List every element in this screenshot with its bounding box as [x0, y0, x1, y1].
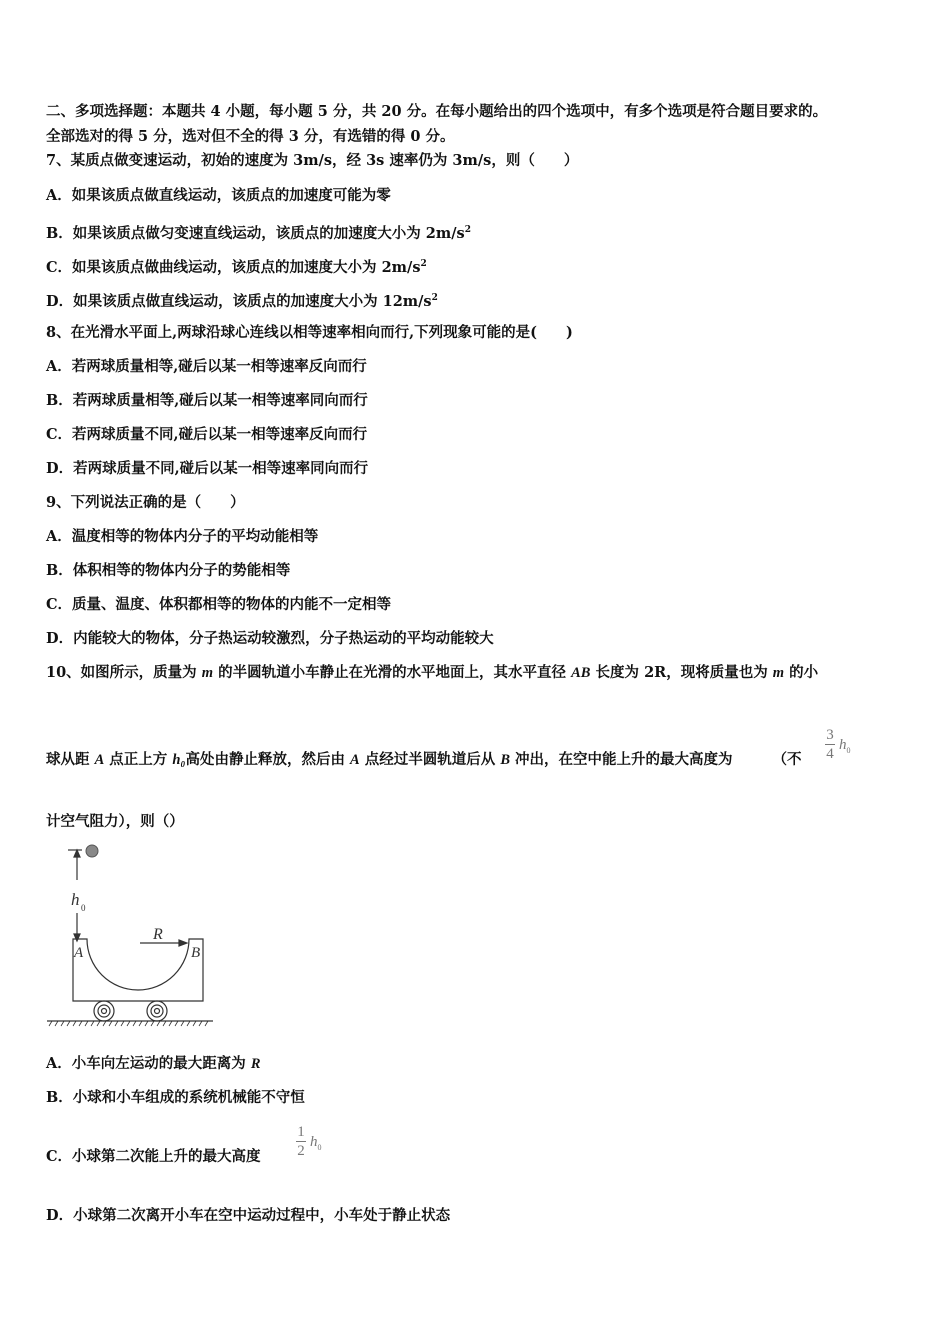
option-text: B．如果该质点做匀变速直线运动，该质点的加速度大小为 2m/s	[46, 224, 465, 242]
text: 10、如图所示，质量为	[46, 664, 202, 681]
option-text: D．如果该质点做直线运动，该质点的加速度大小为 12m/s	[46, 292, 432, 310]
q8-option-a: A．若两球质量相等,碰后以某一相等速率反向而行	[46, 358, 367, 375]
var-h0	[310, 1134, 322, 1156]
q7-option-d	[46, 288, 438, 312]
q10-option-d: D．小球第二次离开小车在空中运动过程中，小车处于静止状态	[46, 1207, 451, 1224]
text: 点经过半圆轨道后从	[359, 751, 501, 768]
q8-option-d: D．若两球质量不同,碰后以某一相等速率同向而行	[46, 460, 369, 477]
var-2r: 2R	[644, 664, 667, 681]
text: ，现将质量也为	[666, 664, 773, 681]
var-h0: h₀	[172, 752, 186, 768]
figure-lines	[47, 850, 213, 1026]
subscript: 0	[846, 746, 851, 755]
label-R: R	[153, 926, 163, 943]
numerator: 3	[826, 727, 834, 743]
fraction-three-quarters-h0	[825, 727, 851, 762]
label-h: h	[71, 890, 80, 909]
q10-stem-line2	[46, 750, 802, 770]
q10-option-b: B．小球和小车组成的系统机械能不守恒	[46, 1089, 305, 1106]
denominator: 2	[297, 1143, 305, 1159]
fraction-bar	[825, 744, 835, 745]
q9-option-d: D．内能较大的物体，分子热运动较激烈，分子热运动的平均动能较大	[46, 630, 494, 647]
text: 点正上方	[104, 751, 173, 768]
fraction-half-h0	[296, 1124, 322, 1159]
q9-option-a: A．温度相等的物体内分子的平均动能相等	[46, 528, 319, 545]
section-heading: 二、多项选择题：本题共 4 小题，每小题 5 分，共 20 分。在每小题给出的四个选项中，有多个选项是符合题目要求的。	[46, 103, 828, 120]
var-b: B	[500, 752, 510, 768]
text: 球从距	[46, 751, 95, 768]
q7-option-a: A．如果该质点做直线运动，该质点的加速度可能为零	[46, 187, 391, 204]
q8-option-c: C．若两球质量不同,碰后以某一相等速率反向而行	[46, 426, 368, 443]
text: （不	[772, 751, 802, 768]
var-m: m	[772, 665, 785, 681]
q8-stem: 8、在光滑水平面上,两球沿球心连线以相等速率相向而行,下列现象可能的是( )	[46, 324, 573, 341]
q10-stem-line3: 计空气阻力），则（）	[46, 813, 184, 830]
numerator: 1	[297, 1124, 305, 1140]
q7-option-b	[46, 220, 471, 244]
label-A: A	[74, 945, 84, 961]
option-text: C．如果该质点做曲线运动，该质点的加速度大小为 2m/s	[46, 258, 421, 276]
q10-stem-line1	[46, 663, 818, 683]
cart-track-figure	[40, 835, 220, 1035]
text: 的小	[784, 664, 819, 681]
q9-option-b: B．体积相等的物体内分子的势能相等	[46, 562, 291, 579]
denominator: 4	[826, 746, 834, 762]
text: 长度为	[590, 664, 645, 681]
superscript: 2	[420, 259, 427, 269]
var-a: A	[350, 752, 360, 768]
text: 的半圆轨道小车静止在光滑的水平地面上，其水平直径	[213, 664, 572, 681]
text: 冲出，在空中能上升的最大高度为	[509, 751, 733, 768]
label-h-sub: 0	[81, 903, 86, 913]
q9-option-c: C．质量、温度、体积都相等的物体的内能不一定相等	[46, 596, 392, 613]
q8-option-b: B．若两球质量相等,碰后以某一相等速率同向而行	[46, 392, 368, 409]
var-ab: AB	[571, 665, 591, 681]
ball	[86, 845, 98, 857]
var-m: m	[201, 665, 214, 681]
text: 高处由静止释放，然后由	[185, 751, 351, 768]
var-h: h	[310, 1134, 318, 1150]
section-instructions: 全部选对的得 5 分，选对但不全的得 3 分，有选错的得 0 分。	[46, 128, 455, 145]
var-a: A	[94, 752, 105, 768]
var-r: R	[250, 1056, 261, 1072]
q9-stem: 9、下列说法正确的是（ ）	[46, 494, 245, 511]
subscript: 0	[317, 1143, 322, 1152]
q10-option-c: C．小球第二次能上升的最大高度	[46, 1148, 261, 1165]
var-h0	[839, 737, 851, 759]
fraction-bar	[296, 1141, 306, 1142]
label-B: B	[191, 945, 201, 961]
superscript: 2	[464, 225, 471, 235]
var-h: h	[839, 737, 847, 753]
q7-stem: 7、某质点做变速运动，初始的速度为 3m/s，经 3s 速率仍为 3m/s，则（ ）	[46, 152, 579, 169]
superscript: 2	[431, 293, 438, 303]
q7-option-c	[46, 254, 427, 278]
q10-option-a	[46, 1054, 260, 1074]
option-text: A．小车向左运动的最大距离为	[46, 1055, 251, 1072]
